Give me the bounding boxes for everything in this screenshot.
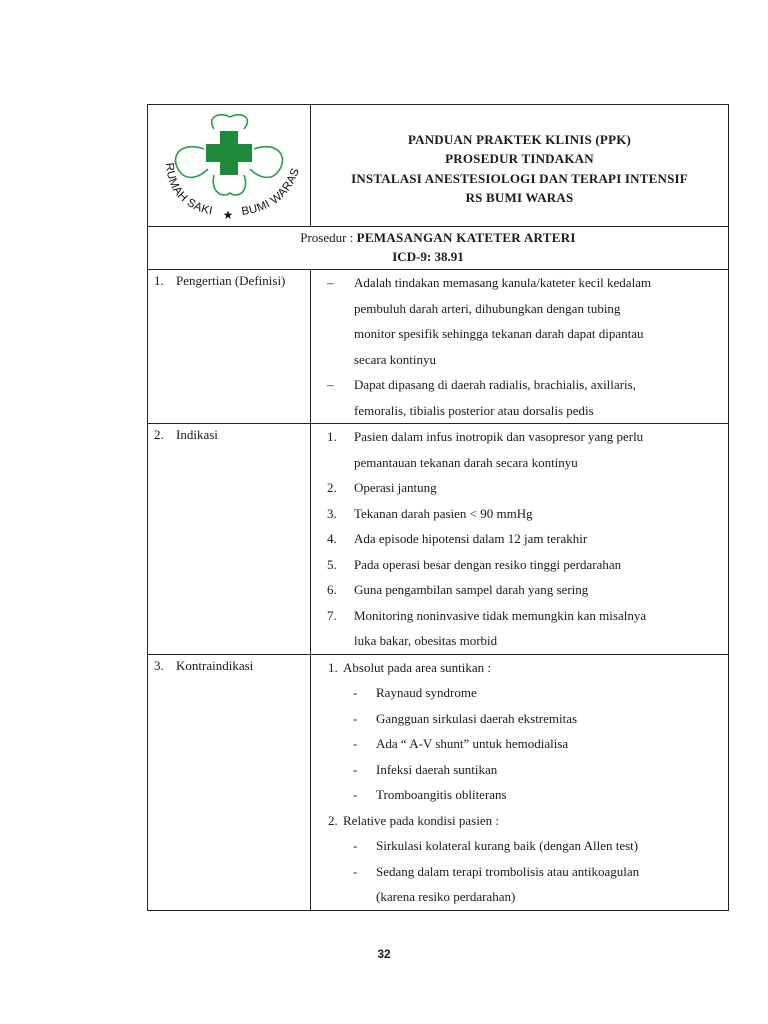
- list-item-text: Relative pada kondisi pasien :: [343, 812, 499, 828]
- list-item: [311, 450, 724, 476]
- list-item: [311, 731, 724, 757]
- list-item: [311, 398, 724, 424]
- procedure-row: [148, 227, 729, 270]
- list-item: [311, 680, 724, 706]
- section-label-cell: [148, 654, 311, 910]
- document-title: [311, 124, 728, 208]
- section-content-indication: [311, 424, 729, 655]
- list-item-text: Ada episode hipotensi dalam 12 jam terakhir: [354, 531, 588, 546]
- logo-text-right: BUMI WARAS: [240, 166, 303, 219]
- icd-code: ICD-9: 38.91: [392, 249, 464, 264]
- page-number: 32: [377, 947, 391, 961]
- list-marker: -: [353, 838, 358, 853]
- section-number: 3.: [154, 657, 164, 673]
- section-label: Indikasi: [176, 427, 218, 442]
- list-item-text: Infeksi daerah suntikan: [376, 761, 498, 777]
- list-item: [311, 655, 724, 681]
- list-item: [311, 757, 724, 783]
- list-marker: 5.: [327, 556, 337, 572]
- section-number: 2.: [154, 427, 164, 442]
- list-item-text: luka bakar, obesitas morbid: [354, 633, 498, 648]
- svg-text:RUMAH SAKIT: [156, 111, 214, 218]
- title-line: RS BUMI WARAS: [465, 190, 574, 205]
- list-marker: 2.: [328, 812, 338, 828]
- list-marker: -: [353, 736, 358, 751]
- list-item: [311, 372, 724, 398]
- list-item: [311, 552, 724, 578]
- list-item: [311, 808, 724, 834]
- list-item: [311, 706, 724, 732]
- list-marker: 1.: [328, 659, 338, 675]
- section-row-definition: [148, 270, 729, 424]
- list-marker: 4.: [327, 531, 337, 546]
- hospital-logo: [156, 111, 306, 223]
- list-item-text: secara kontinyu: [354, 351, 436, 367]
- list-item-text: Guna pengambilan sampel darah yang sering: [354, 582, 589, 597]
- section-content-definition: [311, 270, 729, 424]
- procedure-cell: [148, 227, 729, 270]
- list-item: [311, 782, 724, 808]
- list-item: [311, 501, 724, 527]
- list-item: [311, 475, 724, 501]
- title-line: INSTALASI ANESTESIOLOGI DAN TERAPI INTENSIF: [351, 170, 688, 186]
- list-item: [311, 884, 724, 910]
- list-item-text: Dapat dipasang di daerah radialis, brachialis, axillaris,: [354, 377, 636, 392]
- list-item-text: Tromboangitis obliterans: [376, 787, 507, 802]
- list-item-text: Pada operasi besar dengan resiko tinggi perdarahan: [354, 556, 622, 572]
- svg-text:BUMI WARAS: [241, 167, 302, 219]
- list-item-text: Sirkulasi kolateral kurang baik (dengan Allen test): [376, 838, 639, 853]
- list-item-text: Adalah tindakan memasang kanula/kateter kecil kedalam: [354, 275, 652, 290]
- list-item-text: pembuluh darah arteri, dihubungkan dengan tubing: [354, 300, 621, 316]
- list-marker: 3.: [327, 505, 337, 521]
- procedure-name: PEMASANGAN KATETER ARTERI: [356, 230, 576, 245]
- list-item: [311, 526, 724, 552]
- header-title-cell: [311, 105, 729, 227]
- list-item-text: Raynaud syndrome: [376, 685, 477, 700]
- logo-text-left: RUMAH SAKI: [162, 162, 214, 218]
- list-item-text: Absolut pada area suntikan :: [343, 659, 492, 675]
- procedure-label: Prosedur :: [300, 230, 354, 245]
- section-label: Pengertian (Definisi): [176, 273, 286, 288]
- star-icon: ★: [222, 208, 234, 222]
- list-item: [311, 603, 724, 629]
- list-marker: 6.: [327, 582, 337, 597]
- list-item-text: Pasien dalam infus inotropik dan vasopresor yang perlu: [354, 429, 644, 444]
- ppk-table: [147, 104, 729, 911]
- section-number: 1.: [154, 273, 164, 288]
- list-item: [311, 270, 724, 296]
- title-line: PANDUAN PRAKTEK KLINIS (PPK): [407, 131, 632, 147]
- list-marker: -: [353, 685, 358, 700]
- procedure-heading: [148, 228, 728, 247]
- list-item: [311, 577, 724, 603]
- list-marker: -: [353, 710, 358, 726]
- green-cross-icon: [206, 131, 252, 175]
- list-marker: -: [353, 787, 358, 802]
- list-marker: –: [327, 377, 334, 392]
- list-item: [311, 296, 724, 322]
- hospital-logo-icon: [156, 111, 306, 223]
- list-item-text: Gangguan sirkulasi daerah ekstremitas: [376, 710, 578, 726]
- list-item: [311, 321, 724, 347]
- section-row-contraindication: [148, 654, 729, 910]
- list-item-text: Monitoring noninvasive tidak memungkin kan misalnya: [354, 607, 647, 623]
- list-marker: –: [327, 275, 334, 290]
- list-item-text: femoralis, tibialis posterior atau dorsalis pedis: [354, 402, 594, 418]
- list-item-text: Sedang dalam terapi trombolisis atau antikoagulan: [376, 863, 640, 879]
- list-item-text: monitor spesifik sehingga tekanan darah dapat dipantau: [354, 326, 644, 341]
- header-row: [148, 105, 729, 227]
- list-item-text: Ada “ A-V shunt” untuk hemodialisa: [376, 736, 569, 751]
- list-item-text: Tekanan darah pasien < 90 mmHg: [354, 505, 533, 521]
- list-marker: -: [353, 761, 358, 777]
- section-label-cell: [148, 270, 311, 424]
- title-line: PROSEDUR TINDAKAN: [445, 151, 594, 166]
- list-item-text: pemantauan tekanan darah secara kontinyu: [354, 454, 578, 470]
- list-marker: 7.: [327, 607, 337, 623]
- list-marker: 2.: [327, 480, 337, 495]
- list-item: [311, 347, 724, 373]
- list-marker: -: [353, 863, 358, 879]
- section-row-indication: [148, 424, 729, 655]
- list-item-text: Operasi jantung: [354, 480, 437, 495]
- logo-cell: [148, 105, 311, 227]
- section-label: Kontraindikasi: [176, 657, 254, 673]
- section-content-contraindication: [311, 654, 729, 910]
- list-item-text: (karena resiko perdarahan): [376, 889, 516, 904]
- list-item: [311, 833, 724, 859]
- list-item: [311, 859, 724, 885]
- list-item: [311, 424, 724, 450]
- section-label-cell: [148, 424, 311, 655]
- list-marker: 1.: [327, 429, 337, 444]
- list-item: [311, 628, 724, 654]
